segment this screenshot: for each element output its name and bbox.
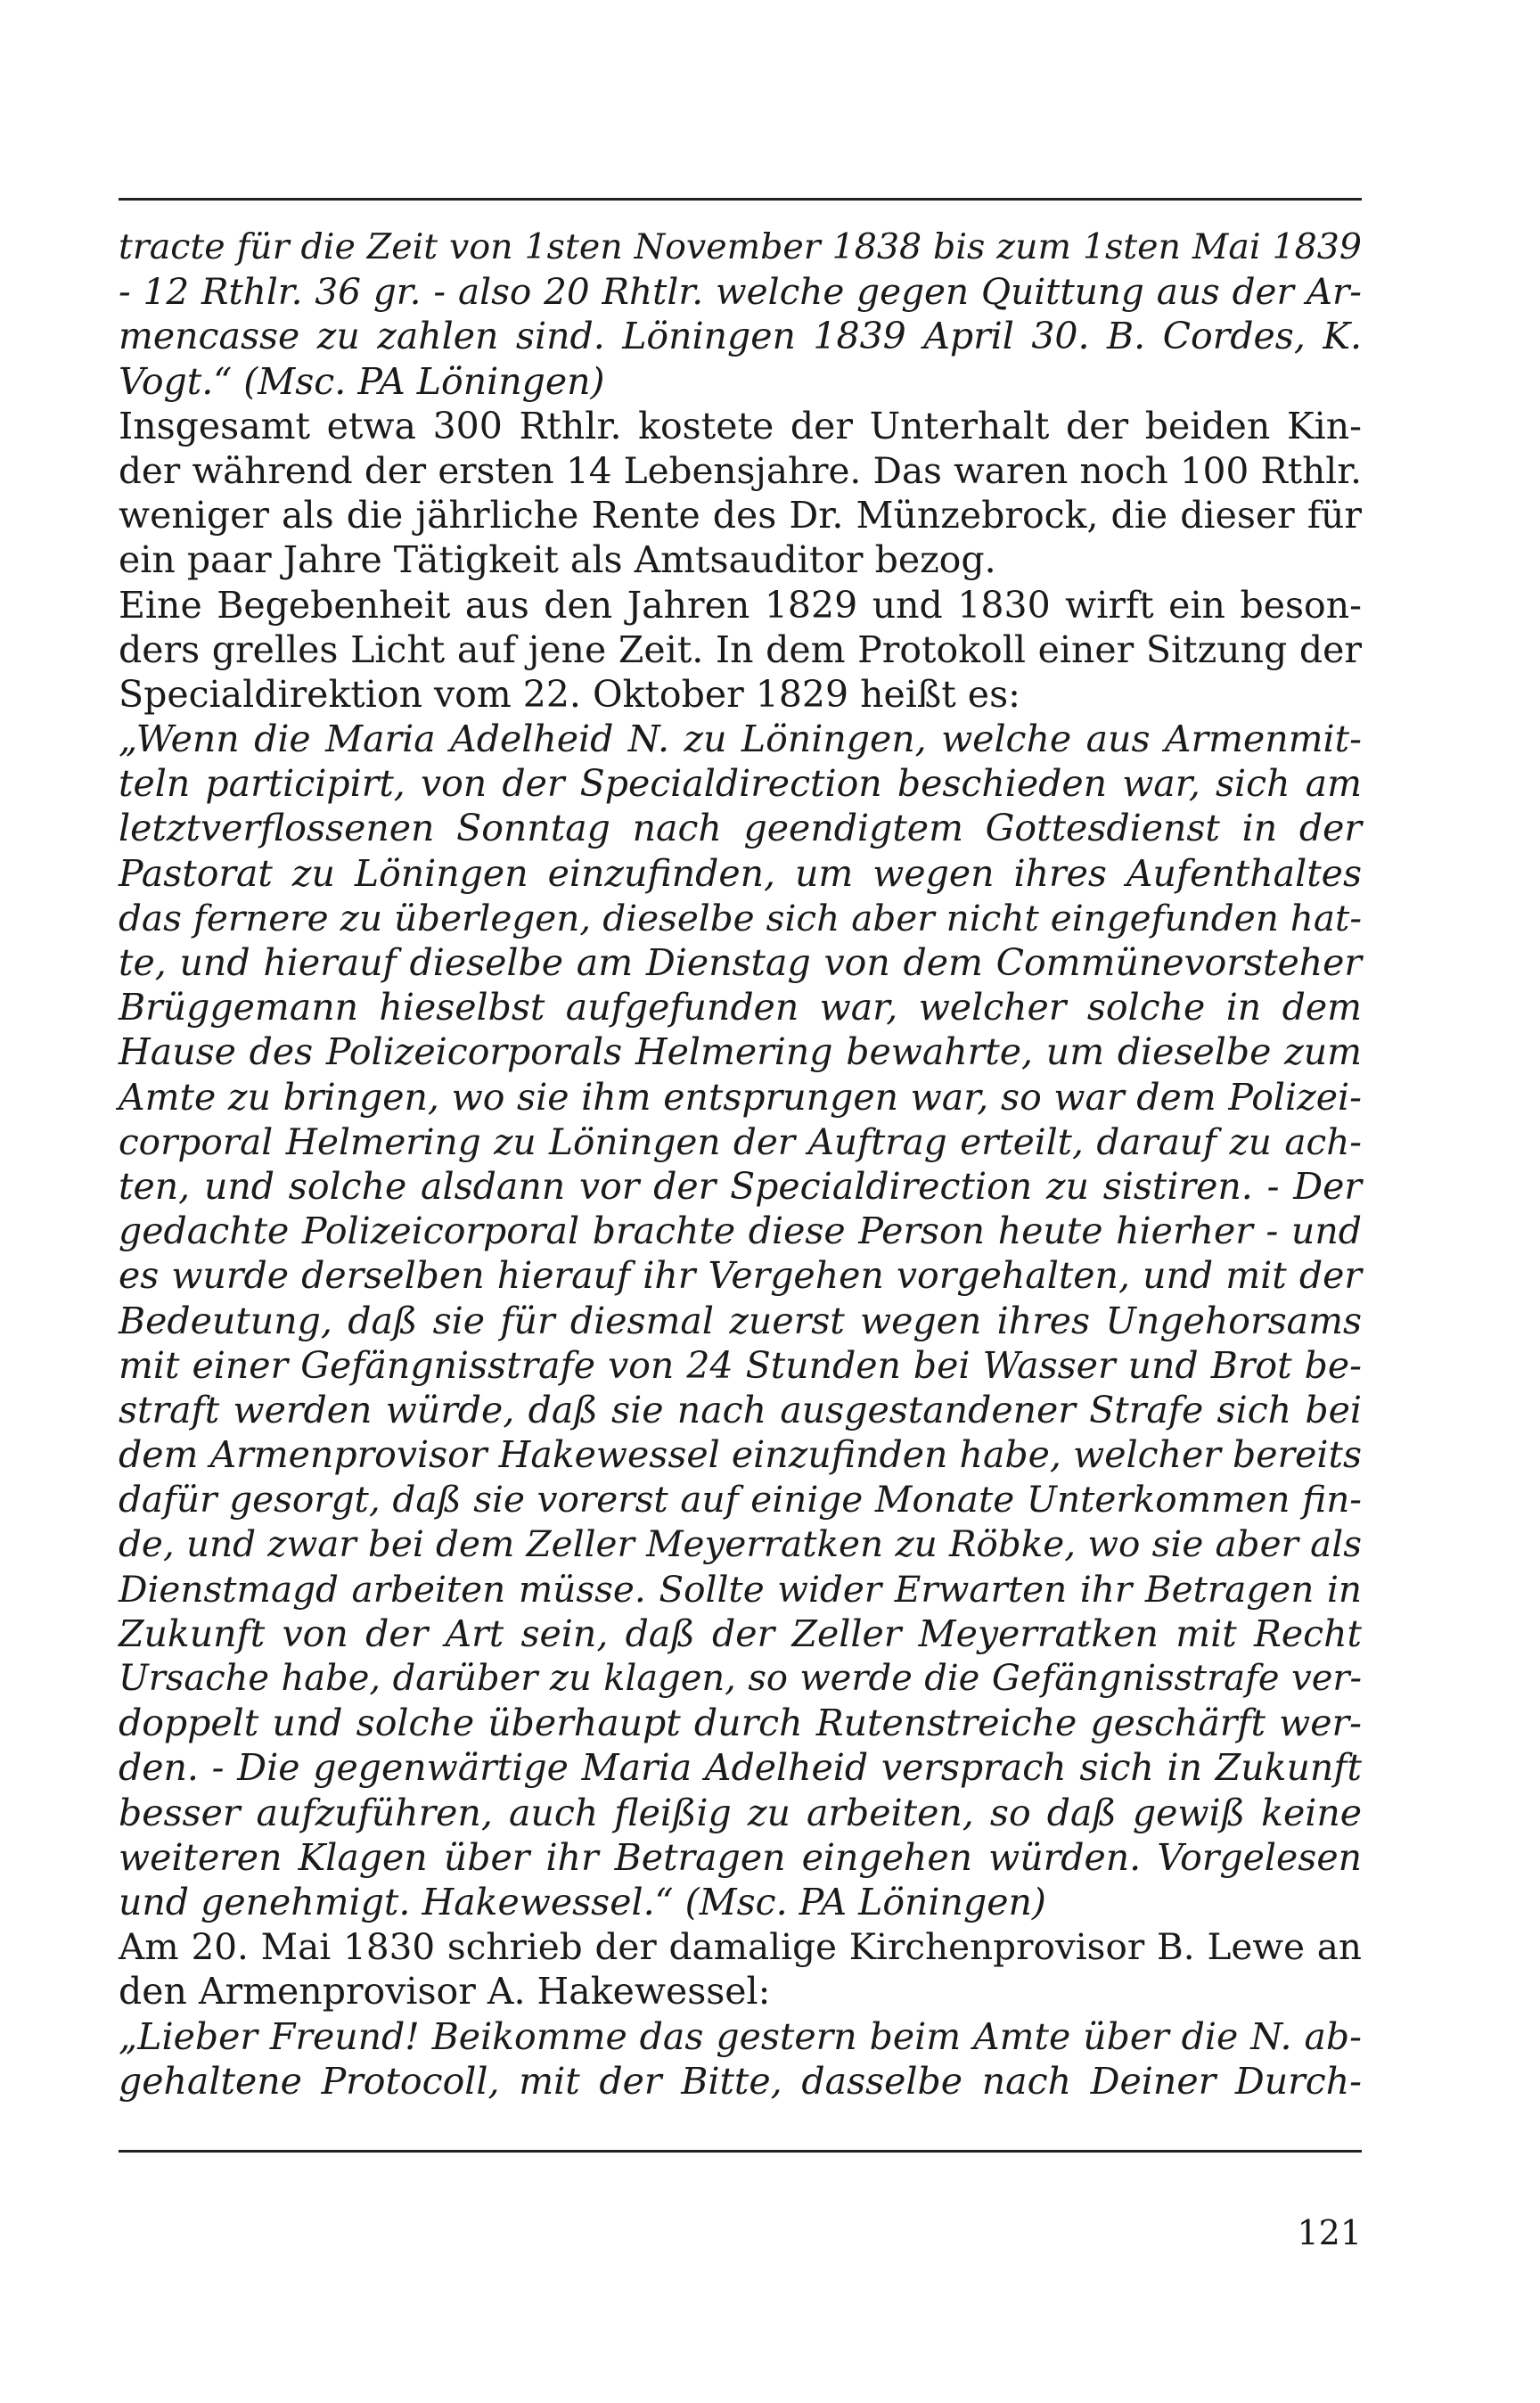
bottom-rule xyxy=(119,2150,1362,2153)
quote-line: Bedeutung, daß sie für diesmal zuerst wegen ihres Ungehorsams xyxy=(119,1299,1362,1342)
quote-line: mit einer Gefängnisstrafe von 24 Stunden bei Wasser und Brot be- xyxy=(119,1343,1362,1387)
quote-line: de, und zwar bei dem Zeller Meyerratken zu Röbke, wo sie aber als xyxy=(119,1522,1362,1566)
quote-line: gehaltene Protocoll, mit der Bitte, dasselbe nach Deiner Durch- xyxy=(119,2059,1362,2103)
text-line: ders grelles Licht auf jene Zeit. In dem Protokoll einer Sitzung der xyxy=(119,627,1362,671)
quote-line: Pastorat zu Löningen einzufinden, um wegen ihres Aufenthaltes xyxy=(119,851,1362,895)
quote-line: gedachte Polizeicorporal brachte diese Person heute hierher - und xyxy=(119,1210,1362,1253)
text-line: Eine Begebenheit aus den Jahren 1829 und 1830 wirft ein beson- xyxy=(119,583,1362,627)
text-line: ein paar Jahre Tätigkeit als Amtsauditor bezog. xyxy=(119,538,996,582)
top-rule xyxy=(119,198,1362,201)
quote-line: Brüggemann hieselbst aufgefunden war, welcher solche in dem xyxy=(119,986,1362,1029)
quote-line: „Lieber Freund! Beikomme das gestern beim Amte über die N. ab- xyxy=(119,2014,1362,2058)
quote-line: corporal Helmering zu Löningen der Auftrag erteilt, darauf zu ach- xyxy=(119,1119,1362,1163)
quote-line: besser aufzuführen, auch fleißig zu arbeiten, so daß gewiß keine xyxy=(119,1791,1362,1834)
quote-line: te, und hierauf dieselbe am Dienstag von dem Commünevorsteher xyxy=(119,941,1362,984)
text-line: weniger als die jährliche Rente des Dr. Münzebrock, die dieser für xyxy=(119,494,1362,537)
text-line: Am 20. Mai 1830 schrieb der damalige Kirchenprovisor B. Lewe an xyxy=(119,1925,1362,1969)
quote-line: Vogt.“ (Msc. PA Löningen) xyxy=(119,359,605,403)
quote-line: letztverflossenen Sonntag nach geendigtem Gottesdienst in der xyxy=(119,807,1362,850)
text-line: Specialdirektion vom 22. Oktober 1829 heißt es: xyxy=(119,672,1020,716)
quote-line: Zukunft von der Art sein, daß der Zeller Meyerratken mit Recht xyxy=(119,1612,1362,1655)
quote-line: den. - Die gegenwärtige Maria Adelheid versprach sich in Zukunft xyxy=(119,1746,1362,1790)
quote-line: Hause des Polizeicorporals Helmering bewahrte, um dieselbe zum xyxy=(119,1030,1362,1074)
quote-line: straft werden würde, daß sie nach ausgestandener Strafe sich bei xyxy=(119,1388,1362,1431)
quote-line: das fernere zu überlegen, dieselbe sich aber nicht eingefunden hat- xyxy=(119,896,1362,939)
quote-line: dafür gesorgt, daß sie vorerst auf einige Monate Unterkommen fin- xyxy=(119,1478,1362,1521)
quote-line: es wurde derselben hierauf ihr Vergehen vorgehalten, und mit der xyxy=(119,1254,1362,1298)
quote-line: Amte zu bringen, wo sie ihm entsprungen war, so war dem Polizei- xyxy=(119,1075,1362,1119)
text-line: der während der ersten 14 Lebensjahre. Das waren noch 100 Rthlr. xyxy=(119,448,1362,492)
text-line: den Armenprovisor A. Hakewessel: xyxy=(119,1970,771,2013)
quote-line: mencasse zu zahlen sind. Löningen 1839 April 30. B. Cordes, K. xyxy=(119,315,1362,358)
page-number: 121 xyxy=(1297,2213,1362,2252)
quote-line: Ursache habe, darüber zu klagen, so werde die Gefängnisstrafe ver- xyxy=(119,1658,1362,1699)
quote-line: „Wenn die Maria Adelheid N. zu Löningen, welche aus Armenmit- xyxy=(119,718,1362,761)
quote-line: weiteren Klagen über ihr Betragen eingehen würden. Vorgelesen xyxy=(119,1835,1362,1879)
quote-line: teln participirt, von der Specialdirection beschieden war, sich am xyxy=(119,762,1362,806)
body-text xyxy=(119,225,1362,2104)
quote-line: Dienstmagd arbeiten müsse. Sollte wider Erwarten ihr Betragen in xyxy=(119,1567,1362,1611)
quote-line: doppelt und solche überhaupt durch Rutenstreiche geschärft wer- xyxy=(119,1702,1362,1745)
text-line: Insgesamt etwa 300 Rthlr. kostete der Unterhalt der beiden Kin- xyxy=(119,404,1362,447)
quote-line: ten, und solche alsdann vor der Specialdirection zu sistiren. - Der xyxy=(119,1164,1362,1208)
quote-line: und genehmigt. Hakewessel.“ (Msc. PA Löningen) xyxy=(119,1880,1046,1923)
quote-line: - 12 Rthlr. 36 gr. - also 20 Rhtlr. welche gegen Quittung aus der Ar- xyxy=(119,270,1362,314)
quote-line: tracte für die Zeit von 1sten November 1838 bis zum 1sten Mai 1839 xyxy=(119,226,1362,267)
quote-line: dem Armenprovisor Hakewessel einzufinden habe, welcher bereits xyxy=(119,1433,1362,1477)
